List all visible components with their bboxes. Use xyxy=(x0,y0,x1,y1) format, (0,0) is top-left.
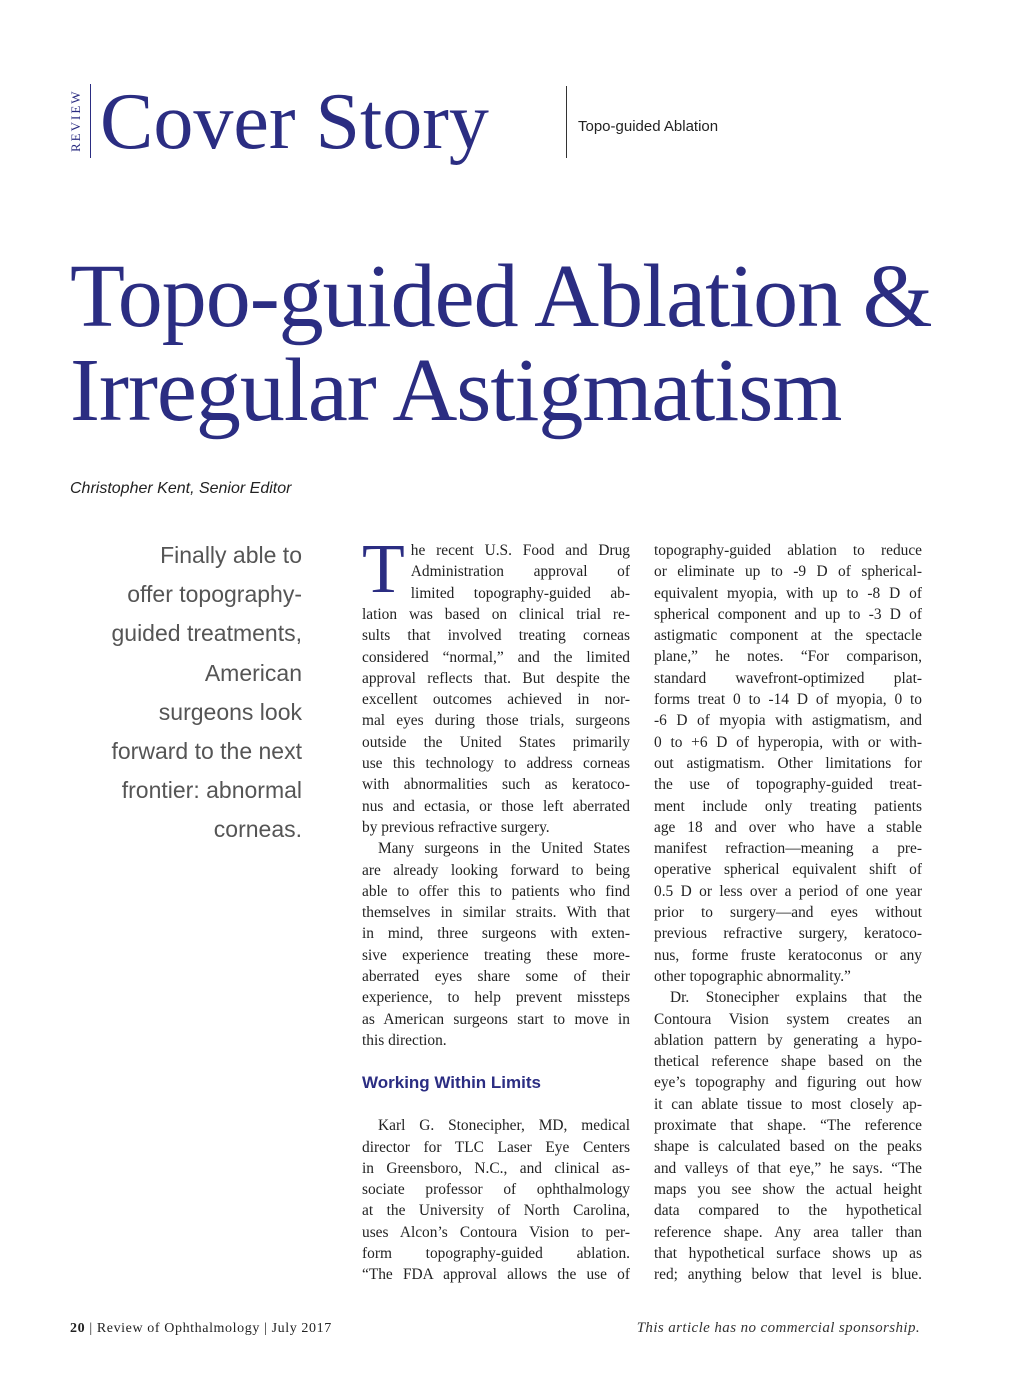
text-line: as American surgeons start to move in xyxy=(362,1010,630,1028)
text-line: age 18 and over who have a stable xyxy=(654,818,922,836)
page-number: 20 xyxy=(70,1321,86,1336)
text-line: by previous refractive surgery. xyxy=(362,818,550,836)
column-2 xyxy=(654,540,922,1285)
issue-date: July 2017 xyxy=(271,1321,332,1336)
text-line: he recent U.S. Food and Drug xyxy=(410,542,630,559)
text-line: this direction. xyxy=(362,1031,447,1049)
text-line: out astigmatism. Other limitations for xyxy=(654,754,922,772)
review-label: REVIEW xyxy=(68,89,83,153)
text-line: nus and ectasia, or those left aberrated xyxy=(362,797,630,815)
text-line: experience, to help prevent missteps xyxy=(362,989,630,1007)
text-line: with abnormalities such as keratoco- xyxy=(362,776,630,794)
paragraph-3 xyxy=(362,1115,630,1285)
pull-quote-line: guided treatments, xyxy=(111,620,302,647)
pull-quote-line: offer topography- xyxy=(127,581,302,608)
text-line: in Greensboro, N.C., and clinical as- xyxy=(362,1159,630,1177)
text-line: themselves in similar straits. With that xyxy=(362,904,630,922)
text-line: in mind, three surgeons with exten- xyxy=(362,925,630,943)
text-line: proximate that shape. “The reference xyxy=(654,1117,922,1135)
text-line: manifest refraction—meaning a pre- xyxy=(654,840,922,858)
footer-separator: | xyxy=(264,1321,268,1336)
text-line: shape is calculated based on the peaks xyxy=(654,1138,922,1156)
paragraph-4 xyxy=(654,540,922,987)
pull-quote-line: surgeons look xyxy=(158,698,302,725)
section-subhead: Working Within Limits xyxy=(362,1073,541,1093)
text-line: it can ablate tissue to most closely ap- xyxy=(654,1095,922,1113)
text-line: 0 to +6 D of hyperopia, with or with- xyxy=(654,733,922,751)
text-line: form topography-guided ablation. xyxy=(362,1245,630,1263)
article-title-line-1: Topo-guided Ablation & xyxy=(70,247,932,346)
text-line: sults that involved treating corneas xyxy=(362,627,630,645)
header-divider-right xyxy=(566,86,567,158)
pull-quote-line: forward to the next xyxy=(111,738,302,765)
text-line: sive experience treating these more- xyxy=(362,946,630,964)
text-line: mal eyes during those trials, surgeons xyxy=(362,712,630,730)
text-line: approval reflects that. But despite the xyxy=(362,669,630,687)
text-line: other topographic abnormality.” xyxy=(654,967,851,985)
text-line: 0.5 D or less over a period of one year xyxy=(654,882,922,900)
byline: Christopher Kent, Senior Editor xyxy=(70,480,292,497)
text-line: operative spherical equivalent shift of xyxy=(654,861,922,879)
text-line: thetical reference shape based on the xyxy=(654,1053,922,1071)
text-line: red; anything below that level is blue. xyxy=(654,1266,922,1284)
text-line: Contoura Vision system creates an xyxy=(654,1010,922,1028)
article-title xyxy=(70,247,932,440)
pull-quote-line: American xyxy=(204,659,302,686)
text-line: director for TLC Laser Eye Centers xyxy=(362,1138,630,1156)
sponsorship-disclaimer: This article has no commercial sponsorship. xyxy=(636,1320,920,1336)
text-line: use this technology to address corneas xyxy=(362,755,630,773)
text-line: forms treat 0 to -14 D of myopia, 0 to xyxy=(654,691,922,709)
article-title-line-2: Irregular Astigmatism xyxy=(70,341,842,440)
text-line: eye’s topography and figuring out how xyxy=(654,1074,922,1092)
text-line: spherical component and up to -3 D of xyxy=(654,605,922,623)
text-line: considered “normal,” and the limited xyxy=(362,648,630,666)
pull-quote-line: Finally able to xyxy=(160,542,302,568)
page-footer xyxy=(70,1321,332,1337)
text-line: nus, forme fruste keratoconus or any xyxy=(654,946,922,964)
text-line: Administration approval of xyxy=(410,563,630,581)
pull-quote-line: frontier: abnormal xyxy=(121,777,302,804)
text-line: uses Alcon’s Contoura Vision to per- xyxy=(362,1223,630,1241)
topic-label: Topo-guided Ablation xyxy=(578,118,719,135)
text-line: ablation pattern by generating a hypo- xyxy=(654,1031,922,1049)
pull-quote xyxy=(86,536,302,850)
text-line: limited topography-guided ab- xyxy=(410,584,630,602)
publication-name: Review of Ophthalmology xyxy=(96,1321,260,1336)
text-line: able to offer this to patients who find xyxy=(362,882,630,900)
text-line: ment include only treating patients xyxy=(654,797,922,815)
text-line: are already looking forward to being xyxy=(362,861,630,879)
text-line: excellent outcomes achieved in nor- xyxy=(362,691,630,709)
text-line: standard wavefront-optimized plat- xyxy=(654,669,922,687)
text-line: equivalent myopia, with up to -8 D of xyxy=(654,584,922,602)
text-line: outside the United States primarily xyxy=(362,733,630,751)
text-line: the use of topography-guided treat- xyxy=(654,776,922,794)
text-line: sociate professor of ophthalmology xyxy=(362,1181,630,1199)
text-line: reference shape. Any area taller than xyxy=(654,1223,922,1241)
text-line: Karl G. Stonecipher, MD, medical xyxy=(378,1117,630,1135)
text-line: that hypothetical surface shows up as xyxy=(654,1244,922,1262)
footer-separator: | xyxy=(89,1321,93,1336)
text-line: “The FDA approval allows the use of xyxy=(362,1266,630,1284)
drop-cap: T xyxy=(362,531,405,608)
text-line: Many surgeons in the United States xyxy=(378,840,630,858)
text-line: astigmatic component at the spectacle xyxy=(654,627,922,645)
column-1 xyxy=(362,531,630,1286)
text-line: lation was based on clinical trial re- xyxy=(362,606,630,623)
text-line: maps you see show the actual height xyxy=(654,1180,922,1198)
section-title: Cover Story xyxy=(100,78,489,166)
paragraph-5 xyxy=(654,987,922,1285)
text-line: topography-guided ablation to reduce xyxy=(654,542,922,559)
text-line: data compared to the hypothetical xyxy=(654,1202,922,1220)
text-line: prior to surgery—and eyes without xyxy=(654,904,922,922)
intro-paragraph xyxy=(362,531,630,608)
text-line: previous refractive surgery, keratoco- xyxy=(654,925,922,943)
paragraph-1 xyxy=(362,604,630,838)
text-line: or eliminate up to -9 D of spherical- xyxy=(654,563,922,581)
text-line: Dr. Stonecipher explains that the xyxy=(670,989,922,1007)
text-line: at the University of North Carolina, xyxy=(362,1202,630,1220)
header-divider-left xyxy=(90,84,91,158)
text-line: aberrated eyes share some of their xyxy=(362,968,630,986)
text-line: plane,” he notes. “For comparison, xyxy=(654,648,922,666)
paragraph-2 xyxy=(362,838,630,1051)
text-line: -6 D of myopia with astigmatism, and xyxy=(654,712,922,730)
text-line: and valleys of that eye,” he says. “The xyxy=(654,1159,922,1177)
pull-quote-line: corneas. xyxy=(213,816,302,843)
